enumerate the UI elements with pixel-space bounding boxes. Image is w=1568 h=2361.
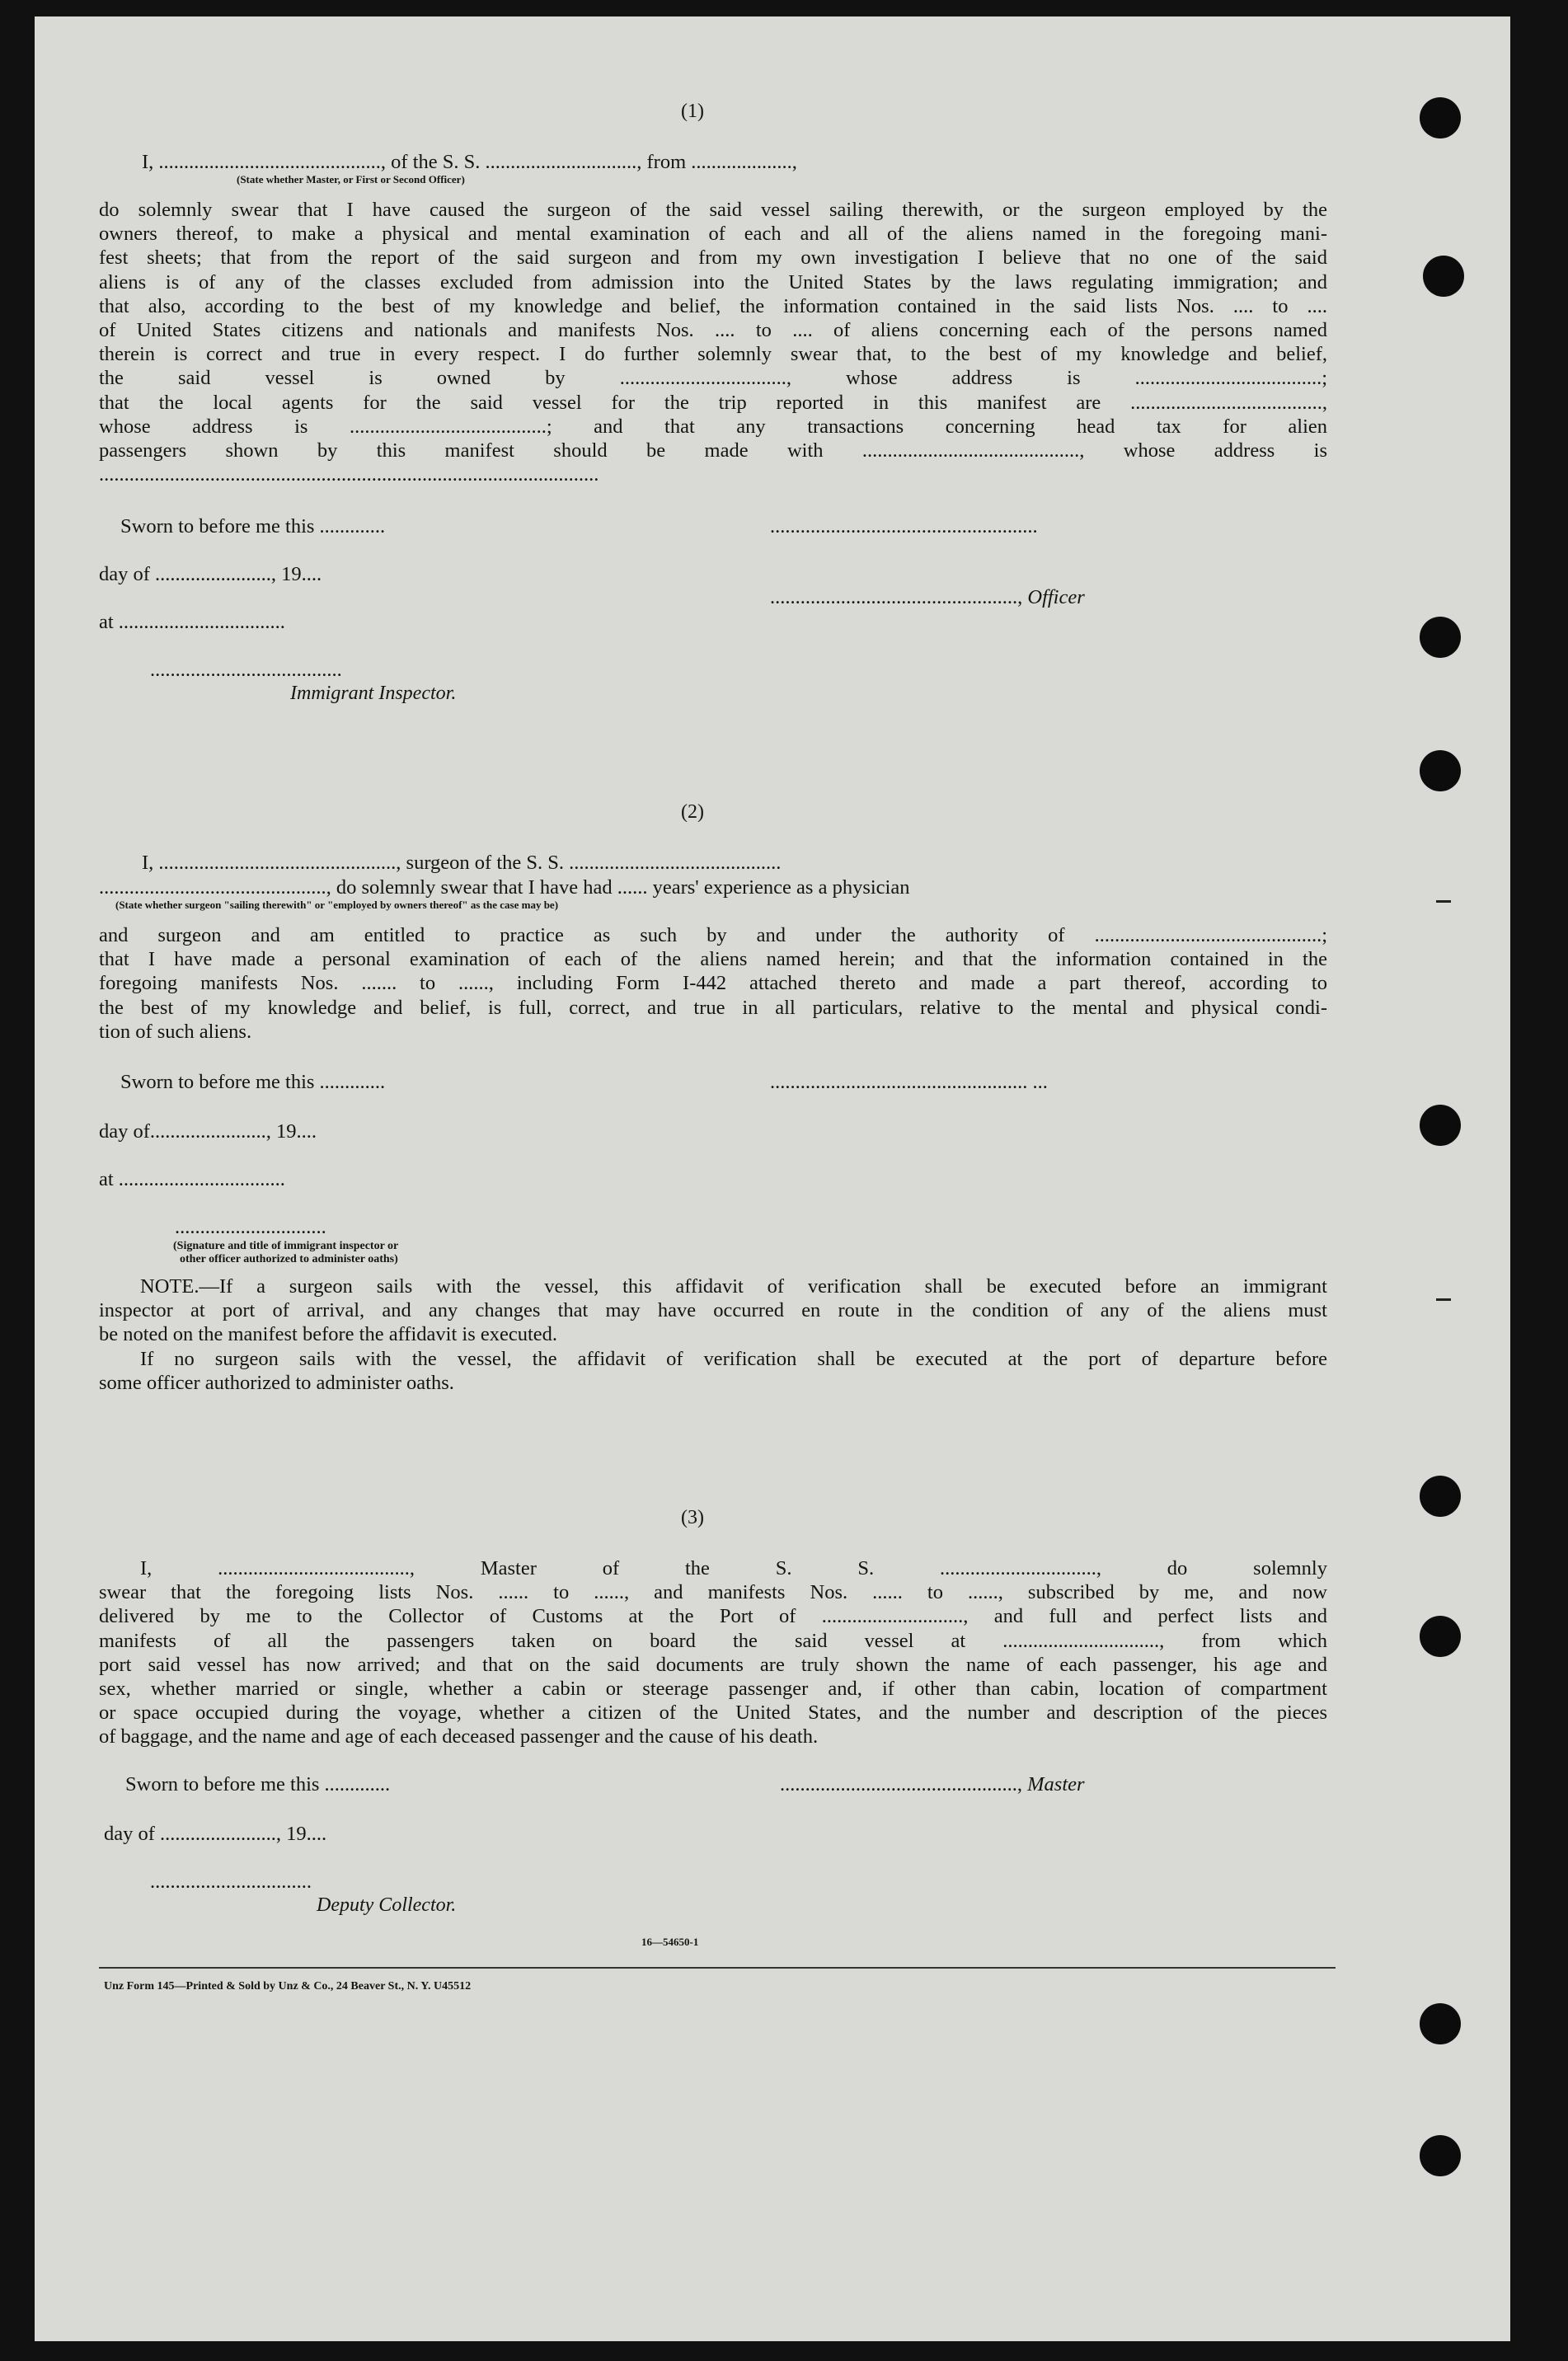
note-line <box>99 1274 1327 1298</box>
note-text: —If a surgeon sails with the vessel, this affidavit of verification shall be executed before an immigrant <box>199 1275 1327 1298</box>
officer-title: Officer <box>1027 586 1085 608</box>
affidavit-line: and surgeon and am entitled to practice as such by and under the authority of .............................................; <box>99 924 1327 946</box>
affidavit-line: that also, according to the best of my knowledge and belief, the information contained in the said lists Nos. .... to .... <box>99 294 1327 317</box>
punch-hole-4 <box>1420 750 1461 791</box>
section-2-number: (2) <box>681 801 704 823</box>
punch-hole-8 <box>1420 2003 1461 2044</box>
affidavit-line: owners thereof, to make a physical and mental examination of each and all of the aliens named in the foregoing mani- <box>99 223 1327 246</box>
punch-hole-9 <box>1420 2135 1461 2176</box>
affidavit-line: port said vessel has now arrived; and that on the said documents are truly shown the name of each passenger, his age and <box>99 1653 1327 1676</box>
note-line: inspector at port of arrival, and any changes that may have occurred en route in the condition of any of the aliens must <box>99 1299 1327 1322</box>
affidavit-line: of baggage, and the name and age of each deceased passenger and the cause of his death. <box>99 1725 819 1748</box>
punch-hole-7 <box>1420 1616 1461 1657</box>
section-2-affidavit <box>99 923 1327 1044</box>
affidavit-line: whose address is .......................................; and that any transactions concerning head tax for alien <box>99 415 1327 438</box>
affidavit-line: foregoing manifests Nos. ....... to ......, including Form I-442 attached thereto and made a part thereof, according to <box>99 972 1327 995</box>
section-2-at-line: at ................................. <box>99 1168 285 1190</box>
immigrant-inspector-title: Immigrant Inspector. <box>290 683 457 704</box>
section-1-opening-line: I, ............................................, of the S. S. .............................., from ...................., <box>142 151 797 173</box>
section-2-opening-line: I, ..............................................., surgeon of the S. S. .......................................... <box>142 852 782 874</box>
affidavit-line: manifests of all the passengers taken on board the said vessel at ..............................., from which <box>99 1629 1327 1652</box>
affidavit-line: delivered by me to the Collector of Customs at the Port of ............................, and full and perfect lists and <box>99 1605 1327 1628</box>
note-line: If no surgeon sails with the vessel, the affidavit of verification shall be executed at the port of departure before <box>140 1347 1327 1370</box>
margin-mark-1 <box>1436 900 1451 903</box>
affidavit-line: therein is correct and true in every respect. I do further solemnly swear that, to the best of my knowledge and belief, <box>99 343 1327 366</box>
section-2-signature-line: .............................. <box>175 1216 326 1238</box>
officer-dots: ................................................., <box>770 586 1028 608</box>
officer-signature-line-2 <box>770 585 1085 610</box>
master-dots: ..............................................., <box>780 1773 1028 1795</box>
section-3-sworn-line: Sworn to before me this ............. <box>125 1773 391 1795</box>
section-3-affidavit <box>99 1556 1327 1749</box>
inspector-signature-line: ...................................... <box>150 659 342 681</box>
affidavit-line: swear that the foregoing lists Nos. ...... to ......, and manifests Nos. ...... to ......, subscribed by me, and now <box>99 1581 1327 1604</box>
affidavit-line: do solemnly swear that I have caused the surgeon of the said vessel sailing therewith, or the surgeon employed by the <box>99 199 1327 221</box>
affidavit-line: the said vessel is owned by ................................., whose address is .....................................; <box>99 367 1327 390</box>
section-2-signature-hint-2: other officer authorized to administer oaths) <box>180 1253 398 1265</box>
deputy-collector-title: Deputy Collector. <box>317 1894 457 1916</box>
affidavit-line: that the local agents for the said vessel for the trip reported in this manifest are ......................................, <box>99 391 1327 414</box>
affidavit-line: tion of such aliens. <box>99 1020 252 1043</box>
affidavit-line: the best of my knowledge and belief, is full, correct, and true in all particulars, relative to the mental and physical condi- <box>99 996 1327 1019</box>
master-title: Master <box>1027 1773 1085 1795</box>
note-label: NOTE. <box>140 1275 200 1298</box>
section-2-officer-line: ................................................... ... <box>770 1071 1048 1093</box>
section-2-day-line: day of......................., 19.... <box>99 1120 317 1143</box>
section-1-sworn-line: Sworn to before me this ............. <box>120 515 386 537</box>
collector-signature-line: ................................ <box>150 1870 312 1893</box>
section-1-officer-hint: (State whether Master, or First or Second Officer) <box>237 173 465 185</box>
affidavit-line: I, ......................................, Master of the S. S. ..............................., do solemnly <box>140 1557 1327 1579</box>
section-1-at-line: at ................................. <box>99 611 285 633</box>
affidavit-line: of United States citizens and nationals and manifests Nos. .... to .... of aliens concerning each of the persons named <box>99 319 1327 342</box>
section-3-day-line: day of ......................., 19.... <box>104 1823 327 1845</box>
affidavit-line: ................................................................................................... <box>99 463 599 486</box>
affidavit-line: fest sheets; that from the report of the said surgeon and from my own investigation I believe that no one of the said <box>99 246 1327 270</box>
form-code: 16—54650-1 <box>641 1936 699 1948</box>
footer-rule <box>99 1967 1336 1969</box>
section-3-number: (3) <box>681 1507 704 1528</box>
affidavit-line: passengers shown by this manifest should be made with ..........................................., whose address is <box>99 439 1327 462</box>
section-2-experience-line: ............................................., do solemnly swear that I have had ...... years' experience as a physician <box>99 876 910 899</box>
section-1-affidavit <box>99 198 1327 486</box>
surgeon-note <box>99 1274 1327 1395</box>
margin-mark-2 <box>1436 1298 1451 1301</box>
section-2-sworn-line: Sworn to before me this ............. <box>120 1071 386 1093</box>
note-line: be noted on the manifest before the affidavit is executed. <box>99 1323 558 1346</box>
punch-hole-1 <box>1420 97 1461 138</box>
note-line: some officer authorized to administer oaths. <box>99 1371 454 1394</box>
section-2-signature-hint-1: (Signature and title of immigrant inspector or <box>173 1240 399 1252</box>
punch-hole-6 <box>1420 1476 1461 1517</box>
punch-hole-3 <box>1420 617 1461 658</box>
affidavit-line: sex, whether married or single, whether a cabin or steerage passenger and, if other than cabin, location of compartment <box>99 1678 1327 1701</box>
affidavit-line: that I have made a personal examination of each of the aliens named herein; and that the information contained in the <box>99 948 1327 971</box>
master-signature-line <box>780 1772 1085 1797</box>
punch-hole-5 <box>1420 1105 1461 1146</box>
section-1-day-line: day of ......................., 19.... <box>99 563 322 585</box>
manifest-page <box>35 16 1510 2341</box>
officer-signature-line-1: ..................................................... <box>770 515 1038 537</box>
printer-imprint: Unz Form 145—Printed & Sold by Unz & Co., 24 Beaver St., N. Y. U45512 <box>104 1980 472 1993</box>
affidavit-line: or space occupied during the voyage, whether a citizen of the United States, and the number and description of the pieces <box>99 1702 1327 1725</box>
affidavit-line: aliens is of any of the classes excluded from admission into the United States by the laws regulating immigration; and <box>99 270 1327 293</box>
punch-hole-2 <box>1423 256 1464 297</box>
section-2-surgeon-hint: (State whether surgeon "sailing therewith" or "employed by owners thereof" as the case may be) <box>115 899 559 911</box>
section-1-number: (1) <box>681 101 704 122</box>
